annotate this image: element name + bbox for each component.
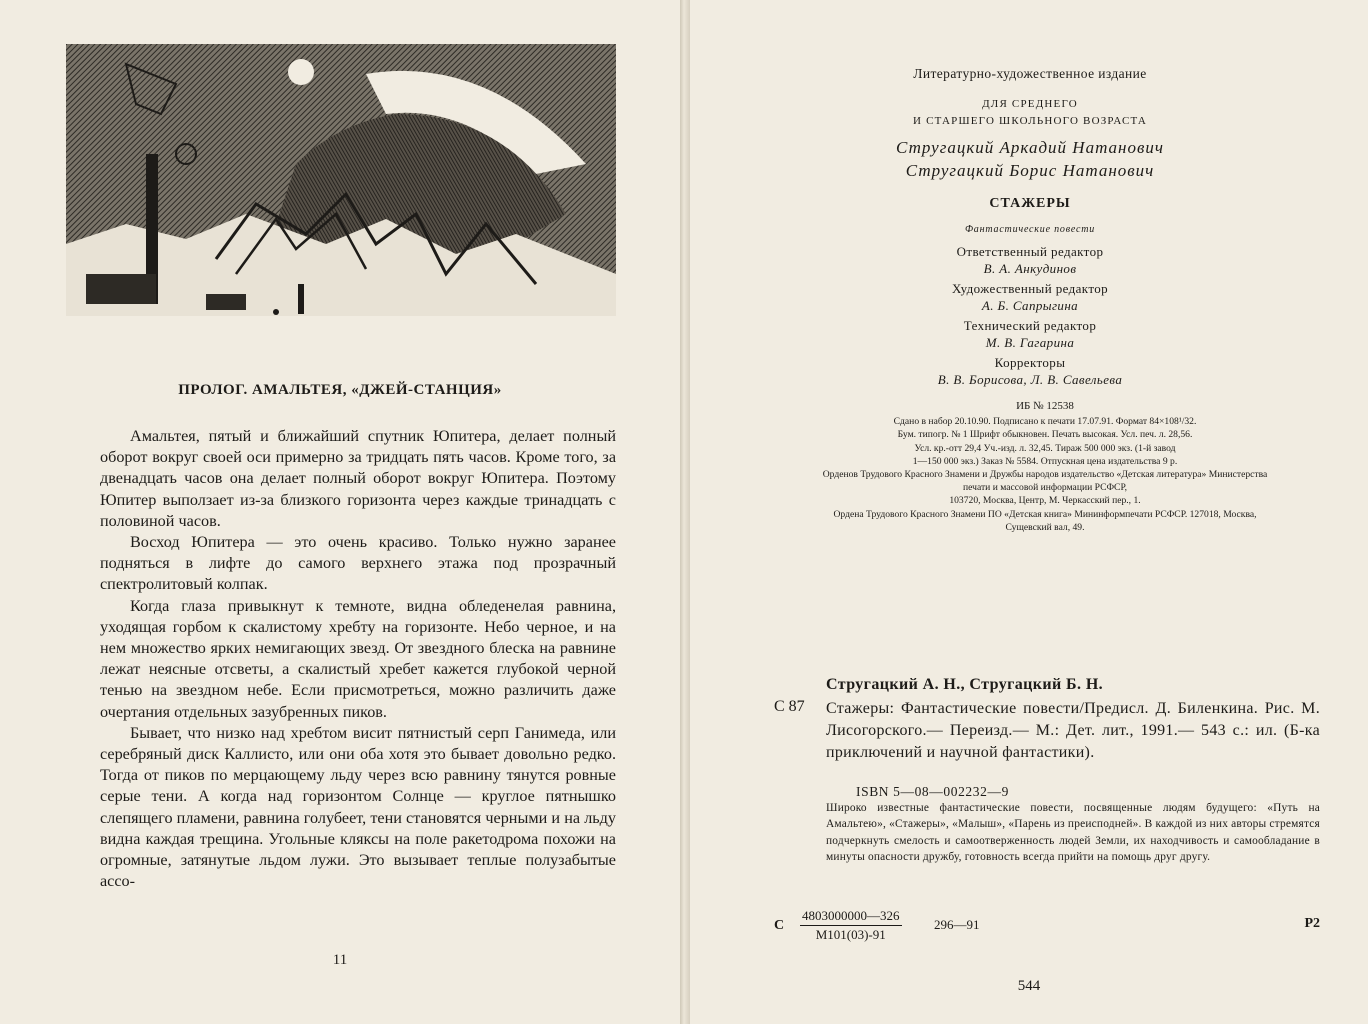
print-details: [820, 400, 1270, 534]
paragraph: [100, 426, 616, 532]
index-numerator: 4803000000—326: [800, 908, 902, 926]
print-detail-line: 1—150 000 экз.) Заказ № 5584. Отпускная цена издательства 9 р.: [912, 455, 1178, 467]
book-title: СТАЖЕРЫ: [989, 196, 1071, 211]
author-name: Стругацкий Борис Натанович: [905, 161, 1155, 180]
page-number: 11: [332, 952, 348, 968]
print-detail-line: 103720, Москва, Центр, М. Черкасский пер., 1.: [949, 495, 1141, 507]
publication-type: Литературно-художественное издание: [913, 66, 1147, 81]
credit-name: А. Б. Сапрыгина: [981, 298, 1079, 313]
credit-name: В. А. Анкудинов: [983, 261, 1077, 276]
credit-role: Художественный редактор: [951, 281, 1109, 296]
chapter-illustration: [66, 44, 616, 316]
credit-role: Ответственный редактор: [956, 244, 1104, 259]
credit-role: Корректоры: [994, 355, 1066, 370]
chapter-body-text: [100, 426, 616, 892]
paragraph: [100, 532, 616, 596]
classification: Р2: [1304, 916, 1320, 931]
page-number: 544: [1017, 978, 1041, 994]
catalog-isbn: ISBN 5—08—002232—9: [856, 784, 1009, 799]
catalog-authors: Стругацкий А. Н., Стругацкий Б. Н.: [826, 676, 1104, 693]
authors: [720, 136, 1340, 182]
credit-name: М. В. Гагарина: [985, 335, 1075, 350]
paragraph: [100, 596, 616, 723]
print-detail-line: Орденов Трудового Красного Знамени и Дружбы народов издательство «Детская литература» Министерства печати и массовой информации РСФСР,: [822, 469, 1268, 494]
credit-art-editor: [720, 280, 1340, 314]
author-name: Стругацкий Аркадий Натанович: [896, 138, 1164, 157]
catalog-description: Стажеры: Фантастические повести/Предисл. Д. Биленкина. Рис. М. Лисогорского.— Переизд.— М.: Дет. лит., 1991.— 543 с.: ил. (Б-ка приключений и научной фантастики).: [826, 700, 1320, 761]
index-fraction: [800, 908, 902, 943]
index-denominator: М101(03)-91: [815, 927, 886, 942]
audience: [720, 96, 1340, 130]
index-pair: 296—91: [934, 917, 980, 932]
book-gutter: [680, 0, 690, 1024]
genre: Фантастические повести: [964, 224, 1096, 235]
left-page: [0, 0, 680, 1024]
credit-technical-editor: [720, 317, 1340, 351]
credit-responsible-editor: [720, 243, 1340, 277]
landscape-illustration-image: [66, 44, 616, 316]
audience-line: ДЛЯ СРЕДНЕГО: [982, 98, 1078, 110]
catalog-index: [774, 908, 1320, 948]
paragraph-text: Когда глаза привыкнут к темноте, видна обледенелая равнина, уходящая горбом к скалистому хребту на горизонте. Небо черное, и на нем множество ярких немигающих звезд. От звездного блеска на равнине лежат неясные отсветы, а скалистый хребет кажется глубокой черной тенью на звездном небе. Если присмотреться, можно различить даже очертания отдельных зазубренных пиков.: [100, 596, 616, 721]
credit-name: В. В. Борисова, Л. В. Савельева: [937, 372, 1123, 387]
credit-role: Технический редактор: [963, 318, 1097, 333]
paragraph-text: Амальтея, пятый и ближайший спутник Юпитера, делает полный оборот вокруг своей оси примерно за тридцать пять часов. Кроме того, за двенадцать часов она делает полный оборот вокруг Юпитера. Поэтому Юпитер выползает из-за близкого горизонта через каждые тринадцать с половиной часов.: [100, 427, 616, 530]
catalog-annotation: Широко известные фантастические повести, посвященные людям будущего: «Путь на Амальтею», «Стажеры», «Малыш», «Парень из преисподней». В каждой из них авторы стремятся подчеркнуть смелость и самоотверженность людей Земли, их находчивость и самообладание в минуты опасности дружбу, готовность всегда прийти на помощь друг другу.: [826, 802, 1320, 863]
catalog-code: С 87: [774, 698, 805, 715]
print-detail-line: Ордена Трудового Красного Знамени ПО «Детская книга» Мининформпечати РСФСР. 127018, Москва, Сущевский вал, 49.: [833, 508, 1257, 533]
credit-proofreaders: [720, 354, 1340, 388]
print-detail-line: Усл. кр.-отт 29,4 Уч.-изд. л. 32,45. Тираж 500 000 экз. (1-й завод: [914, 442, 1176, 454]
print-detail-line: Бум. типогр. № 1 Шрифт обыкновен. Печать высокая. Усл. печ. л. 28,56.: [897, 429, 1193, 441]
paragraph-text: Восход Юпитера — это очень красиво. Только нужно заранее подняться в лифте до самого верхнего этажа под прозрачный спектролитовый колпак.: [100, 533, 616, 594]
ib-number: ИБ № 12538: [1016, 400, 1074, 412]
chapter-title: ПРОЛОГ. АМАЛЬТЕЯ, «ДЖЕЙ-СТАНЦИЯ»: [178, 382, 502, 398]
index-letter: С: [774, 918, 785, 933]
paragraph-text: Бывает, что низко над хребтом висит пятнистый серп Ганимеда, или серебряный диск Каллисто, или они оба хотя это бывает довольно редко. Тогда от пиков по мерцающему льду через всю равнину тянутся ровные серые тени. А когда над горизонтом Солнце — круглое пятнышко слепящего пламени, равнина голубеет, тени становятся черными и на льду видна каждая трещина. Угольные кляксы на поле ракетодрома похожи на огромные, затянутые льдом лужи. Это вызывает теплые полузабытые ассо-: [100, 723, 616, 891]
audience-line: И СТАРШЕГО ШКОЛЬНОГО ВОЗРАСТА: [912, 115, 1147, 127]
print-detail-line: Сдано в набор 20.10.90. Подписано к печати 17.07.91. Формат 84×108¹/32.: [893, 416, 1197, 428]
paragraph: [100, 723, 616, 893]
